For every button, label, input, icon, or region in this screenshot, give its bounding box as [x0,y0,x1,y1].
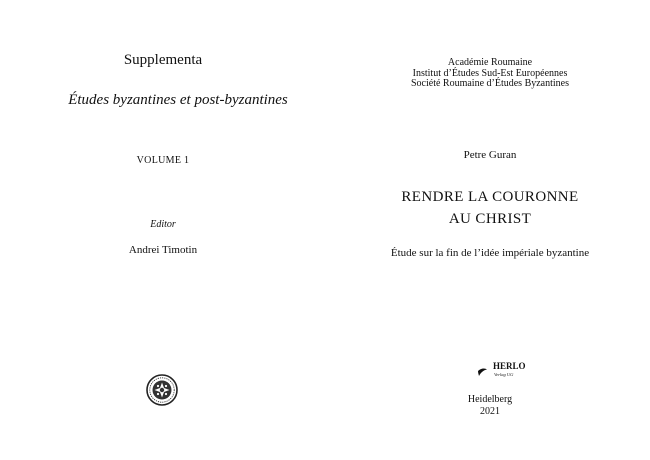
series-subtitle: Études byzantines et post-byzantines [68,92,288,108]
institution-line: Institut d’Études Sud-Est Européennes [412,68,568,79]
editor-name: Andrei Timotin [128,244,198,256]
institution-line: Académie Roumaine [447,57,533,68]
publisher-tagline: Verlag UG [494,372,514,377]
publication-place: Heidelberg [467,394,513,405]
herlo-logo-icon [465,357,526,391]
publication-year: 2021 [480,406,500,417]
author-name: Petre Guran [463,149,517,161]
book-subtitle: Étude sur la fin de l’idée impériale byzantine [390,247,590,259]
publisher-name: HERLO [493,361,526,371]
book-title-line: RENDRE LA COURONNE [401,189,579,205]
editor-label: Editor [150,219,176,230]
book-title-line: AU CHRIST [448,211,532,227]
institution-line: Société Roumaine d’Études Byzantines [410,78,570,89]
right-page [325,0,650,460]
circular-seal-icon [146,374,178,406]
series-title: Supplementa [123,52,203,68]
volume-label: VOLUME 1 [136,155,190,166]
